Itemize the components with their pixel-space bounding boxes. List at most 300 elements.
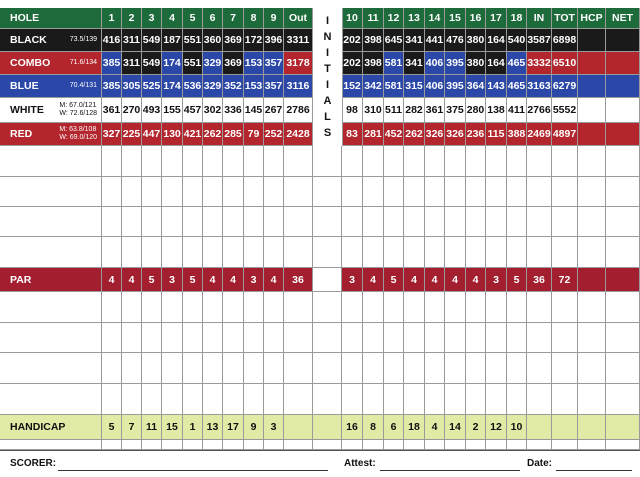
score-cell[interactable] <box>142 353 162 384</box>
score-cell[interactable] <box>404 177 425 207</box>
score-cell[interactable] <box>122 353 142 384</box>
score-cell[interactable] <box>223 353 244 384</box>
score-cell[interactable] <box>507 292 527 323</box>
score-cell[interactable] <box>425 177 445 207</box>
score-cell[interactable] <box>223 207 244 237</box>
score-cell[interactable] <box>162 146 183 177</box>
tee-yardage: 285 <box>223 123 244 146</box>
score-cell[interactable] <box>244 384 264 415</box>
score-cell[interactable] <box>102 237 122 268</box>
tee-hcp-cell <box>578 98 606 123</box>
score-cell[interactable] <box>606 146 640 177</box>
score-cell[interactable] <box>552 353 578 384</box>
tee-net-cell <box>606 123 640 146</box>
score-cell[interactable] <box>425 440 445 450</box>
tee-yardage: 581 <box>384 52 404 75</box>
score-cell[interactable] <box>223 292 244 323</box>
score-cell[interactable] <box>102 440 122 450</box>
score-cell[interactable] <box>527 177 552 207</box>
score-cell[interactable] <box>142 384 162 415</box>
tee-yardage: 380 <box>466 29 486 52</box>
handicap-value: 10 <box>507 415 527 440</box>
score-cell[interactable] <box>162 440 183 450</box>
score-row <box>0 237 640 268</box>
handicap-value: 16 <box>342 415 363 440</box>
tee-out-total: 3311 <box>284 29 313 52</box>
score-row <box>0 292 640 323</box>
header-hole-number: 12 <box>384 8 404 29</box>
score-row <box>0 440 640 450</box>
tee-yardage: 385 <box>102 52 122 75</box>
player-name-cell[interactable] <box>0 292 102 323</box>
tee-yardage: 262 <box>404 123 425 146</box>
score-cell[interactable] <box>445 384 466 415</box>
score-cell[interactable] <box>606 292 640 323</box>
score-cell[interactable] <box>264 353 284 384</box>
score-cell[interactable] <box>578 146 606 177</box>
score-cell[interactable] <box>507 177 527 207</box>
score-cell[interactable] <box>122 207 142 237</box>
score-cell[interactable] <box>527 292 552 323</box>
score-cell[interactable] <box>122 440 142 450</box>
score-cell[interactable] <box>122 146 142 177</box>
score-cell[interactable] <box>606 237 640 268</box>
score-cell[interactable] <box>552 440 578 450</box>
score-cell[interactable] <box>404 237 425 268</box>
tee-tot-total: 5552 <box>552 98 578 123</box>
score-cell[interactable] <box>552 146 578 177</box>
score-row <box>0 384 640 415</box>
score-cell[interactable] <box>384 440 404 450</box>
tee-yardage: 525 <box>142 75 162 98</box>
tee-name <box>0 52 102 75</box>
score-cell[interactable] <box>527 440 552 450</box>
tee-yardage: 341 <box>404 52 425 75</box>
score-cell[interactable] <box>284 207 313 237</box>
score-cell[interactable] <box>203 146 223 177</box>
score-cell[interactable] <box>527 323 552 353</box>
score-cell <box>313 323 342 353</box>
date-line[interactable] <box>556 470 632 471</box>
score-cell[interactable] <box>507 384 527 415</box>
score-cell[interactable] <box>445 237 466 268</box>
score-cell[interactable] <box>552 384 578 415</box>
score-cell[interactable] <box>445 146 466 177</box>
score-cell[interactable] <box>284 177 313 207</box>
score-cell[interactable] <box>384 384 404 415</box>
score-cell[interactable] <box>486 323 507 353</box>
score-cell[interactable] <box>223 177 244 207</box>
score-cell[interactable] <box>264 146 284 177</box>
score-cell[interactable] <box>507 440 527 450</box>
score-cell[interactable] <box>466 323 486 353</box>
tee-yardage: 327 <box>102 123 122 146</box>
header-hole-number: 13 <box>404 8 425 29</box>
score-cell[interactable] <box>384 237 404 268</box>
player-name-cell[interactable] <box>0 207 102 237</box>
tee-yardage: 416 <box>102 29 122 52</box>
score-cell[interactable] <box>466 146 486 177</box>
score-cell[interactable] <box>425 323 445 353</box>
score-cell <box>313 384 342 415</box>
score-cell[interactable] <box>384 323 404 353</box>
tee-in-total: 3587 <box>527 29 552 52</box>
tee-yardage: 465 <box>507 75 527 98</box>
score-cell[interactable] <box>183 177 203 207</box>
score-cell[interactable] <box>244 177 264 207</box>
score-cell[interactable] <box>142 440 162 450</box>
par-value: 5 <box>142 268 162 292</box>
score-cell[interactable] <box>223 323 244 353</box>
score-cell[interactable] <box>162 323 183 353</box>
tee-yardage: 83 <box>342 123 363 146</box>
score-cell[interactable] <box>466 353 486 384</box>
score-cell[interactable] <box>552 323 578 353</box>
score-cell[interactable] <box>527 384 552 415</box>
score-cell[interactable] <box>284 237 313 268</box>
score-cell[interactable] <box>527 237 552 268</box>
tee-yardage: 152 <box>342 75 363 98</box>
score-cell[interactable] <box>264 237 284 268</box>
score-cell[interactable] <box>507 237 527 268</box>
score-cell[interactable] <box>606 323 640 353</box>
score-cell[interactable] <box>363 292 384 323</box>
tee-yardage: 79 <box>244 123 264 146</box>
score-cell[interactable] <box>466 207 486 237</box>
score-cell[interactable] <box>162 353 183 384</box>
score-cell[interactable] <box>102 146 122 177</box>
score-cell[interactable] <box>284 292 313 323</box>
score-cell[interactable] <box>102 353 122 384</box>
player-name-cell[interactable] <box>0 384 102 415</box>
score-cell[interactable] <box>244 440 264 450</box>
par-value: 4 <box>445 268 466 292</box>
tee-rating: 71.6/134 <box>69 59 97 66</box>
score-cell[interactable] <box>507 146 527 177</box>
score-cell[interactable] <box>425 237 445 268</box>
score-cell[interactable] <box>342 146 363 177</box>
tee-out-total: 2786 <box>284 98 313 123</box>
score-cell[interactable] <box>284 323 313 353</box>
tee-name <box>0 75 102 98</box>
tee-yardage: 262 <box>203 123 223 146</box>
score-cell[interactable] <box>466 440 486 450</box>
score-cell[interactable] <box>552 292 578 323</box>
score-cell[interactable] <box>264 207 284 237</box>
tee-tot-total: 4897 <box>552 123 578 146</box>
tee-yardage: 398 <box>363 29 384 52</box>
tee-yardage: 164 <box>486 29 507 52</box>
score-cell[interactable] <box>342 207 363 237</box>
score-cell[interactable] <box>142 323 162 353</box>
tee-yardage: 202 <box>342 52 363 75</box>
handicap-value: 4 <box>425 415 445 440</box>
score-cell[interactable] <box>244 323 264 353</box>
tee-rating: 70.4/131 <box>69 82 97 89</box>
score-cell[interactable] <box>445 323 466 353</box>
score-cell[interactable] <box>142 207 162 237</box>
score-cell[interactable] <box>162 384 183 415</box>
score-cell[interactable] <box>363 146 384 177</box>
score-cell[interactable] <box>183 292 203 323</box>
tee-hcp-cell <box>578 123 606 146</box>
score-cell[interactable] <box>606 177 640 207</box>
score-cell[interactable] <box>284 384 313 415</box>
score-cell[interactable] <box>363 237 384 268</box>
scorer-line[interactable] <box>58 470 328 471</box>
tee-tot-total: 6898 <box>552 29 578 52</box>
score-cell[interactable] <box>606 353 640 384</box>
score-cell[interactable] <box>527 353 552 384</box>
score-cell[interactable] <box>203 292 223 323</box>
score-cell[interactable] <box>342 323 363 353</box>
score-cell[interactable] <box>244 237 264 268</box>
score-cell[interactable] <box>445 353 466 384</box>
score-cell[interactable] <box>342 353 363 384</box>
score-cell[interactable] <box>606 440 640 450</box>
header-in-label: IN <box>527 8 552 29</box>
score-cell[interactable] <box>363 323 384 353</box>
par-value: 5 <box>507 268 527 292</box>
score-cell[interactable] <box>203 323 223 353</box>
score-cell[interactable] <box>183 323 203 353</box>
score-cell[interactable] <box>486 353 507 384</box>
score-cell[interactable] <box>342 440 363 450</box>
score-cell[interactable] <box>142 292 162 323</box>
score-cell[interactable] <box>162 207 183 237</box>
score-cell[interactable] <box>445 440 466 450</box>
score-cell[interactable] <box>203 440 223 450</box>
score-cell[interactable] <box>384 146 404 177</box>
score-cell[interactable] <box>244 292 264 323</box>
score-cell[interactable] <box>142 177 162 207</box>
player-name-cell[interactable] <box>0 440 102 450</box>
score-cell[interactable] <box>404 440 425 450</box>
score-cell[interactable] <box>102 292 122 323</box>
score-cell[interactable] <box>203 177 223 207</box>
tee-hcp-cell <box>578 29 606 52</box>
score-cell[interactable] <box>486 207 507 237</box>
score-cell[interactable] <box>404 292 425 323</box>
score-cell[interactable] <box>244 353 264 384</box>
score-cell[interactable] <box>102 323 122 353</box>
score-cell[interactable] <box>486 440 507 450</box>
tee-yardage: 551 <box>183 52 203 75</box>
score-cell[interactable] <box>284 146 313 177</box>
header-hole-number: 10 <box>342 8 363 29</box>
score-cell[interactable] <box>445 207 466 237</box>
score-cell[interactable] <box>578 353 606 384</box>
tee-yardage: 361 <box>102 98 122 123</box>
tee-yardage: 326 <box>445 123 466 146</box>
score-cell[interactable] <box>102 207 122 237</box>
tee-yardage: 305 <box>122 75 142 98</box>
score-cell[interactable] <box>284 353 313 384</box>
tee-yardage: 357 <box>264 75 284 98</box>
attest-line[interactable] <box>380 470 520 471</box>
score-cell[interactable] <box>183 440 203 450</box>
tee-hcp-cell <box>578 52 606 75</box>
par-value: 3 <box>162 268 183 292</box>
score-cell[interactable] <box>264 440 284 450</box>
score-cell[interactable] <box>363 177 384 207</box>
par-tot: 72 <box>552 268 578 292</box>
score-cell[interactable] <box>578 440 606 450</box>
score-cell[interactable] <box>342 292 363 323</box>
score-cell[interactable] <box>527 207 552 237</box>
score-cell[interactable] <box>203 237 223 268</box>
tee-yardage: 342 <box>363 75 384 98</box>
tee-yardage: 145 <box>244 98 264 123</box>
score-cell[interactable] <box>264 384 284 415</box>
score-cell[interactable] <box>183 353 203 384</box>
player-name-cell[interactable] <box>0 146 102 177</box>
score-cell[interactable] <box>142 146 162 177</box>
score-cell[interactable] <box>244 146 264 177</box>
player-name-cell[interactable] <box>0 323 102 353</box>
score-cell <box>313 292 342 323</box>
score-cell[interactable] <box>507 323 527 353</box>
tee-net-cell <box>606 75 640 98</box>
score-cell[interactable] <box>183 146 203 177</box>
score-cell[interactable] <box>342 384 363 415</box>
score-cell[interactable] <box>342 237 363 268</box>
score-cell[interactable] <box>162 292 183 323</box>
header-hole-number: 11 <box>363 8 384 29</box>
score-cell[interactable] <box>466 384 486 415</box>
score-cell[interactable] <box>552 237 578 268</box>
par-value: 5 <box>384 268 404 292</box>
score-cell[interactable] <box>102 384 122 415</box>
score-cell[interactable] <box>404 207 425 237</box>
score-cell[interactable] <box>527 146 552 177</box>
score-cell[interactable] <box>445 292 466 323</box>
score-cell[interactable] <box>244 207 264 237</box>
score-cell[interactable] <box>122 292 142 323</box>
score-cell[interactable] <box>264 323 284 353</box>
handicap-empty-cell <box>606 415 640 440</box>
score-cell[interactable] <box>223 440 244 450</box>
score-cell[interactable] <box>363 207 384 237</box>
score-cell[interactable] <box>404 146 425 177</box>
tee-yardage: 326 <box>425 123 445 146</box>
score-cell[interactable] <box>425 384 445 415</box>
score-cell[interactable] <box>606 384 640 415</box>
score-cell[interactable] <box>122 323 142 353</box>
score-cell[interactable] <box>363 440 384 450</box>
tee-hcp-cell <box>578 75 606 98</box>
tee-yardage: 369 <box>223 52 244 75</box>
score-cell[interactable] <box>578 207 606 237</box>
score-cell[interactable] <box>162 177 183 207</box>
score-cell[interactable] <box>578 323 606 353</box>
score-cell[interactable] <box>552 207 578 237</box>
score-cell[interactable] <box>466 292 486 323</box>
score-cell[interactable] <box>102 177 122 207</box>
player-name-cell[interactable] <box>0 353 102 384</box>
par-value: 5 <box>183 268 203 292</box>
score-cell[interactable] <box>552 177 578 207</box>
score-cell[interactable] <box>466 177 486 207</box>
score-cell[interactable] <box>578 237 606 268</box>
player-name-cell[interactable] <box>0 177 102 207</box>
score-cell[interactable] <box>486 177 507 207</box>
score-cell[interactable] <box>284 440 313 450</box>
tee-yardage: 551 <box>183 29 203 52</box>
score-cell[interactable] <box>578 384 606 415</box>
row-label: COMBO <box>10 57 51 69</box>
score-cell[interactable] <box>425 292 445 323</box>
score-cell[interactable] <box>142 237 162 268</box>
score-cell[interactable] <box>183 384 203 415</box>
score-cell[interactable] <box>183 207 203 237</box>
score-cell[interactable] <box>486 237 507 268</box>
score-cell[interactable] <box>363 384 384 415</box>
score-cell[interactable] <box>384 292 404 323</box>
score-cell[interactable] <box>122 237 142 268</box>
score-cell[interactable] <box>203 384 223 415</box>
score-cell[interactable] <box>223 384 244 415</box>
score-cell[interactable] <box>425 353 445 384</box>
score-cell[interactable] <box>507 207 527 237</box>
score-cell[interactable] <box>445 177 466 207</box>
score-cell[interactable] <box>384 207 404 237</box>
score-cell[interactable] <box>425 146 445 177</box>
score-row <box>0 177 640 207</box>
score-cell[interactable] <box>486 292 507 323</box>
tee-net-cell <box>606 52 640 75</box>
score-cell <box>313 237 342 268</box>
score-cell[interactable] <box>486 384 507 415</box>
score-cell[interactable] <box>606 207 640 237</box>
score-cell[interactable] <box>342 177 363 207</box>
score-cell[interactable] <box>162 237 183 268</box>
score-cell[interactable] <box>486 146 507 177</box>
tee-yardage: 310 <box>363 98 384 123</box>
tee-yardage: 375 <box>445 98 466 123</box>
tee-yardage: 252 <box>264 123 284 146</box>
tee-tot-total: 6510 <box>552 52 578 75</box>
score-cell[interactable] <box>223 237 244 268</box>
attest-label: Attest: <box>344 458 376 469</box>
score-cell[interactable] <box>578 292 606 323</box>
score-cell[interactable] <box>363 353 384 384</box>
score-cell[interactable] <box>223 146 244 177</box>
score-cell[interactable] <box>578 177 606 207</box>
par-value: 4 <box>264 268 284 292</box>
score-cell[interactable] <box>264 177 284 207</box>
score-cell[interactable] <box>404 384 425 415</box>
score-cell[interactable] <box>404 353 425 384</box>
player-name-cell[interactable] <box>0 237 102 268</box>
tee-yardage: 476 <box>445 29 466 52</box>
score-cell[interactable] <box>507 353 527 384</box>
score-cell[interactable] <box>384 177 404 207</box>
handicap-empty-cell <box>552 415 578 440</box>
score-cell[interactable] <box>466 237 486 268</box>
score-cell[interactable] <box>183 237 203 268</box>
score-cell[interactable] <box>203 353 223 384</box>
tee-yardage: 174 <box>162 75 183 98</box>
score-cell[interactable] <box>264 292 284 323</box>
tee-in-total: 2469 <box>527 123 552 146</box>
score-cell[interactable] <box>404 323 425 353</box>
score-cell[interactable] <box>425 207 445 237</box>
score-cell[interactable] <box>384 353 404 384</box>
score-cell[interactable] <box>122 177 142 207</box>
score-cell[interactable] <box>203 207 223 237</box>
score-cell[interactable] <box>122 384 142 415</box>
